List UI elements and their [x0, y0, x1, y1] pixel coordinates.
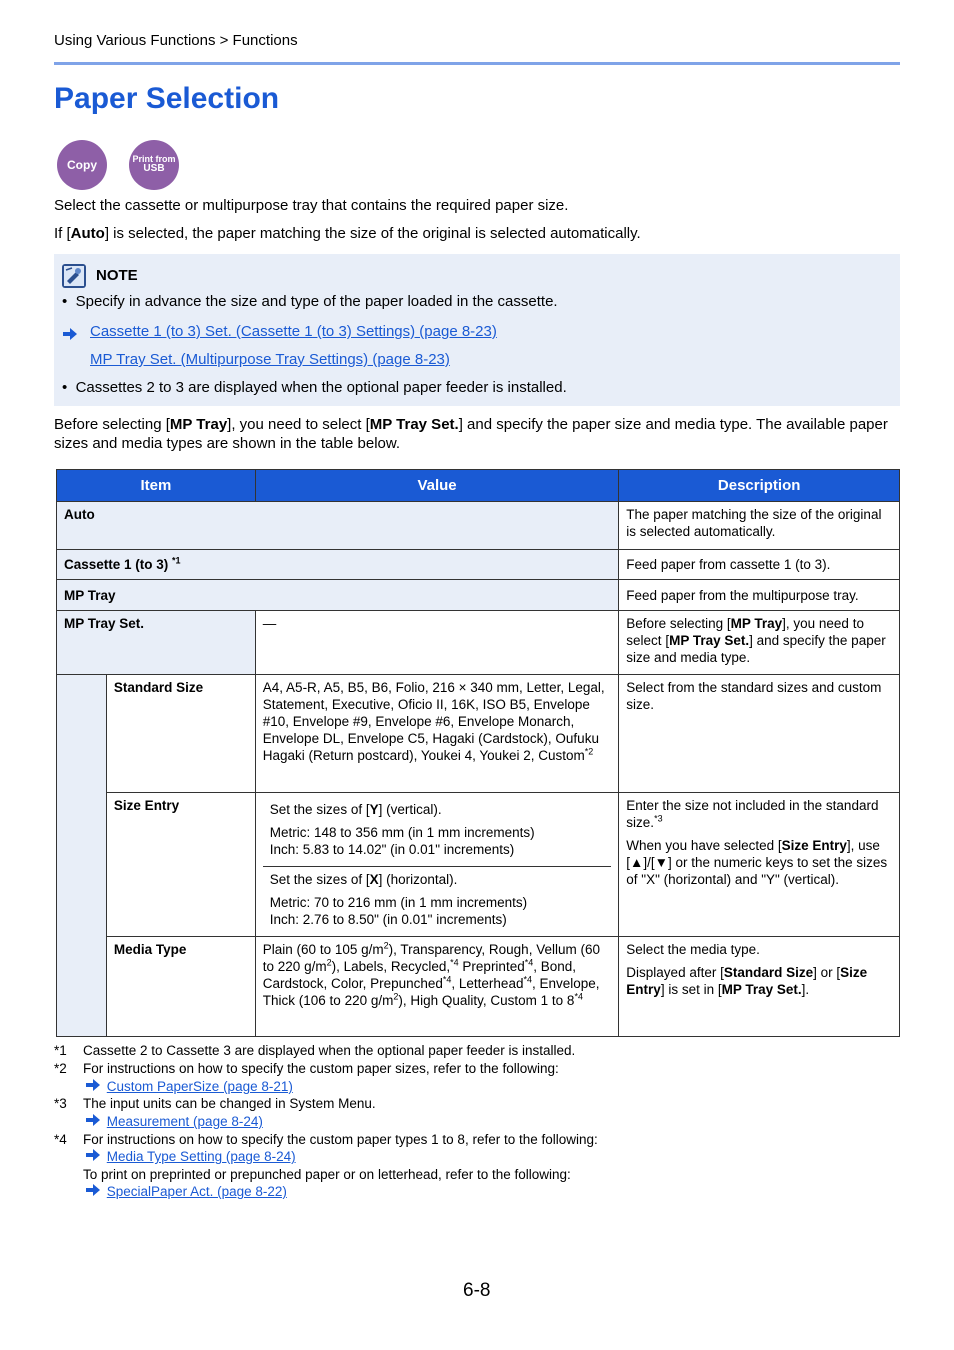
item-mp-tray-set: MP Tray Set.: [57, 611, 256, 675]
mp-tray-settings-link[interactable]: MP Tray Set. (Multipurpose Tray Settings) (page 8-23): [90, 351, 450, 368]
footnote-ref: *4: [450, 957, 459, 968]
usb-badge-line1: Print from: [132, 154, 176, 165]
desc-text: Before selecting [: [626, 616, 731, 631]
note-icon: [62, 264, 86, 288]
item-standard-size: Standard Size: [106, 675, 255, 793]
standard-size-list: A4, A5-R, A5, B5, B6, Folio, 216 × 340 mm, Letter, Legal, Statement, Executive, Oficio II, 16K, ISO B5, Envelope #10, Envelope #9, Envelope #6, Envelope Monarch, Envelope DL, Envelope C5, Hagaki (Cardstock), Oufuku Hagaki (Return postcard), Youkei 4, Youkei 2, Custom: [262, 680, 605, 763]
footnote-text: For instructions on how to specify the custom paper types 1 to 8, refer to the following:: [83, 1132, 598, 1147]
value-metric: Metric: 70 to 216 mm (in 1 mm increments): [269, 895, 528, 910]
arrow-right-icon: [63, 328, 77, 340]
note-bullet-1: [62, 292, 892, 311]
footnote-link-row: [83, 1148, 296, 1165]
header-item: Item: [57, 470, 256, 502]
table-row: [57, 611, 900, 675]
value-text: , Bond, Cardstock, Color, Prepunched: [262, 959, 577, 991]
intro-line-1: Select the cassette or multipurpose tray that contains the required paper size.: [54, 197, 569, 214]
bullet-dot: •: [62, 379, 76, 396]
superscript: 2: [393, 991, 399, 1002]
value-text: ), High Quality, Custom 1 to 8: [398, 993, 575, 1008]
value-inch: Inch: 5.83 to 14.02" (in 0.01" increments): [269, 842, 515, 857]
arrow-right-icon: [83, 1114, 103, 1126]
value-text: ] (vertical).: [378, 802, 442, 817]
footnote-text: To print on preprinted or prepunched paper or on letterhead, refer to the following:: [83, 1167, 571, 1182]
footnote-ref: *4: [442, 974, 452, 985]
value-text: ), Labels, Recycled,: [331, 959, 451, 974]
value-text: , Letterhead: [451, 976, 524, 991]
item-media-type: Media Type: [106, 937, 255, 1037]
desc-text: ] and specify the paper size and media type.: [626, 633, 886, 665]
bullet-dot: •: [62, 293, 76, 310]
footnote-text: The input units can be changed in System Menu.: [83, 1096, 376, 1111]
table-row: [57, 793, 900, 937]
desc-text: Select the media type.: [626, 942, 760, 957]
desc-size-entry: [619, 793, 900, 937]
footnote-text: For instructions on how to specify the custom paper sizes, refer to the following:: [83, 1061, 559, 1076]
usb-badge-line2: USB: [143, 163, 165, 175]
superscript: 2: [326, 957, 332, 968]
para-bold: MP Tray: [169, 416, 228, 433]
value-metric: Metric: 148 to 356 mm (in 1 mm increments): [269, 825, 535, 840]
footnotes: [54, 1042, 900, 1202]
footnote-ref: *4: [523, 974, 532, 985]
footnote-link-row: [83, 1183, 287, 1200]
custom-papersize-link[interactable]: Custom PaperSize (page 8-21): [106, 1079, 293, 1094]
arrow-right-icon: [83, 1079, 103, 1091]
value-text: Preprinted: [458, 959, 525, 974]
specialpaper-act-link[interactable]: SpecialPaper Act. (page 8-22): [106, 1184, 287, 1199]
measurement-link[interactable]: Measurement (page 8-24): [106, 1114, 263, 1129]
para-text: ], you need to select [: [227, 416, 370, 433]
footnote-ref: *3: [654, 813, 663, 824]
para-text: Before selecting [: [54, 416, 170, 433]
intro-text: ] is selected, the paper matching the size of the original is selected automatically.: [104, 225, 641, 242]
desc-mp-tray: Feed paper from the multipurpose tray.: [619, 580, 900, 611]
value-standard-size: [255, 675, 619, 793]
desc-text: ], use [▲]/[▼] or the numeric keys to set the sizes of "X" (horizontal) and "Y" (vertical).: [626, 838, 888, 887]
intro-text: If [: [54, 225, 71, 242]
footnote-number: *1: [54, 1043, 67, 1058]
value-text: Plain (60 to 105 g/m: [262, 942, 384, 957]
footnote-link-row: [83, 1113, 263, 1130]
item-mp-tray: MP Tray: [57, 580, 619, 611]
value-text: ), Transparency, Rough, Vellum (60 to 220 g/m: [262, 942, 600, 974]
desc-cassette: Feed paper from cassette 1 (to 3).: [619, 550, 900, 580]
desc-text: ], you need to select [: [626, 616, 864, 648]
item-auto: Auto: [57, 502, 619, 550]
footnote-ref: *4: [524, 957, 534, 968]
footnote-ref: *1: [172, 555, 181, 566]
footnote-number: *4: [54, 1132, 67, 1147]
desc-text: Displayed after [: [626, 965, 724, 980]
value-text: ] (horizontal).: [378, 872, 458, 887]
arrow-right-icon: [83, 1149, 103, 1161]
desc-bold: Size Entry: [626, 965, 868, 997]
value-size-entry: [255, 793, 619, 937]
desc-bold: MP Tray Set.: [721, 982, 802, 997]
footnote-ref: *4: [574, 991, 583, 1002]
desc-text: ] is set in [: [660, 982, 722, 997]
desc-media-type: [619, 937, 900, 1037]
header-value: Value: [255, 470, 619, 502]
note-bullet-text: Cassettes 2 to 3 are displayed when the optional paper feeder is installed.: [75, 379, 567, 396]
value-mp-tray-set: —: [255, 611, 619, 675]
desc-auto: The paper matching the size of the original is selected automatically.: [619, 502, 900, 550]
desc-text: ].: [801, 982, 810, 997]
before-table-paragraph: [54, 415, 900, 453]
value-bold: Y: [369, 802, 379, 817]
footnote-ref: *2: [584, 746, 594, 757]
footnote-number: *2: [54, 1061, 67, 1076]
page-title: Paper Selection: [54, 82, 280, 115]
value-inch: Inch: 2.76 to 8.50" (in 0.01" increments): [269, 912, 507, 927]
desc-bold: MP Tray Set.: [669, 633, 750, 648]
table-row: [57, 502, 900, 550]
note-title: NOTE: [96, 267, 138, 284]
header-description: Description: [619, 470, 900, 502]
note-bullet-2: [62, 378, 892, 397]
table-row: [57, 937, 900, 1037]
size-entry-horizontal: [263, 867, 612, 932]
paper-selection-table: [56, 469, 900, 1037]
para-text: ] and specify the paper size and media type. The available paper sizes and media types are shown in the table below.: [54, 416, 888, 452]
footnote-link-row: [83, 1078, 293, 1095]
superscript: 2: [383, 940, 389, 951]
note-bullet-text: Specify in advance the size and type of the paper loaded in the cassette.: [75, 293, 558, 310]
indent-cell: [57, 675, 107, 1037]
intro-line-2: [54, 224, 900, 243]
desc-mp-tray-set: [619, 611, 900, 675]
table-header-row: [57, 470, 900, 502]
cassette-label: Cassette 1 (to 3): [64, 557, 173, 572]
table-row: [57, 675, 900, 793]
desc-standard-size: Select from the standard sizes and custom size.: [619, 675, 900, 793]
value-text: Set the sizes of [: [269, 872, 370, 887]
header-rule: [54, 62, 900, 65]
size-entry-vertical: [263, 797, 612, 867]
value-media-type: [255, 937, 619, 1037]
breadcrumb: Using Various Functions > Functions: [54, 32, 298, 49]
footnote-number: *3: [54, 1096, 67, 1111]
desc-bold: Size Entry: [781, 838, 847, 853]
table-row: [57, 580, 900, 611]
desc-text: When you have selected [: [626, 838, 782, 853]
intro-bold: Auto: [70, 225, 105, 242]
desc-bold: MP Tray: [730, 616, 783, 631]
desc-bold: Standard Size: [723, 965, 814, 980]
arrow-right-icon: [83, 1184, 103, 1196]
print-from-usb-badge: [129, 140, 179, 190]
item-cassette: [57, 550, 619, 580]
value-text: Set the sizes of [: [269, 802, 370, 817]
copy-badge: Copy: [57, 140, 107, 190]
value-bold: X: [369, 872, 379, 887]
value-text: , Envelope, Thick (106 to 220 g/m: [262, 976, 600, 1008]
page-number: 6-8: [463, 1280, 491, 1301]
table-row: [57, 550, 900, 580]
para-bold: MP Tray Set.: [369, 416, 459, 433]
desc-text: Enter the size not included in the standard size.: [626, 798, 879, 830]
cassette-settings-link[interactable]: Cassette 1 (to 3) Set. (Cassette 1 (to 3) Settings) (page 8-23): [90, 323, 497, 340]
footnote-text: Cassette 2 to Cassette 3 are displayed when the optional paper feeder is installed.: [83, 1043, 576, 1058]
media-type-setting-link[interactable]: Media Type Setting (page 8-24): [106, 1149, 296, 1164]
item-size-entry: Size Entry: [106, 793, 255, 937]
desc-text: ] or [: [813, 965, 841, 980]
